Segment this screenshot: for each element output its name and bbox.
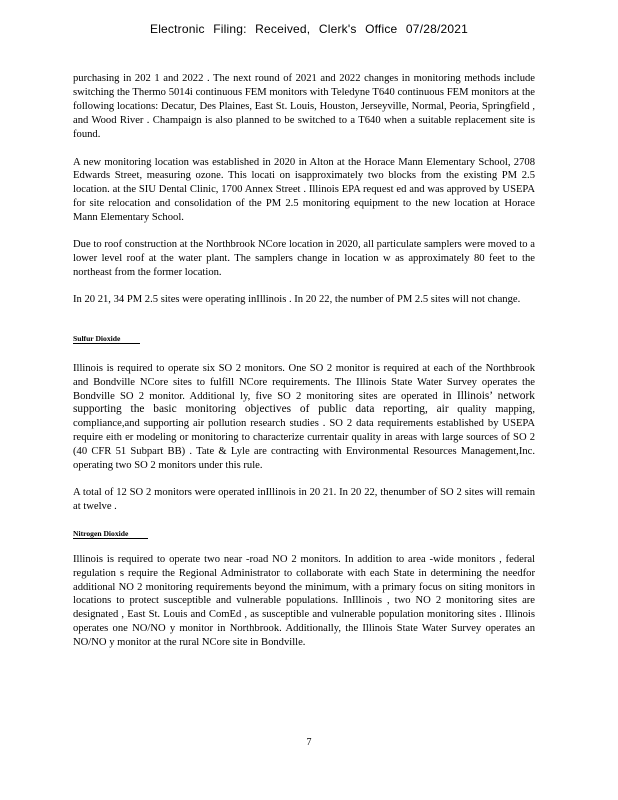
section-heading-nitrogen-dioxide: Nitrogen Dioxide (73, 529, 148, 539)
paragraph-so2-count: A total of 12 SO 2 monitors were operated inIllinois in 20 21. In 20 22, thenumber of SO 2 sites will remain at twelve . (73, 486, 535, 512)
page-number: 7 (306, 737, 312, 748)
paragraph-alton-site: A new monitoring location was established in 2020 in Alton at the Horace Mann Elementary School, 2708 Edwards Street, measuring ozone. This locati on isapproximately two blocks from the existing PM 2.5 location. at the SIU Dental Clinic, 1700 Annex Street . Illinois EPA request ed and was approved by USEPA for site relocation and consolidation of the PM 2.5 monitoring equipment to the new location at Horace Mann Elementary School. (73, 156, 535, 224)
paragraph-so2-requirements (73, 362, 535, 473)
so2-text-b: in Illinois’ network supporting the basic monitoring objectives of public data reporting, air (73, 389, 535, 416)
so2-text-c: quality mapping, compliance,and supporting air pollution research studies . SO 2 data requirements established by USEPA require eith er modeling or monitoring to characterize currentair quality in areas with large sources of SO 2 (40 CFR 51 Subpart BB) . Tate & Lyle are contracting with Environmental Resources Management,Inc. operating two SO 2 monitors under this rule. (73, 404, 535, 472)
electronic-filing-stamp: Electronic Filing: Received, Clerk's Office 07/28/2021 (149, 22, 468, 36)
document-body (73, 72, 535, 663)
paragraph-pm25-methods: purchasing in 202 1 and 2022 . The next round of 2021 and 2022 changes in monitoring methods include switching the Thermo 5014i continuous FEM monitors with Teledyne T640 continuous FEM monitors at the following locations: Decatur, Des Plaines, East St. Louis, Houston, Jerseyville, Normal, Peoria, Springfield , and Wood River . Champaign is also planned to be switched to a T640 when a suitable replacement site is found. (73, 73, 535, 140)
paragraph-no2-requirements: Illinois is required to operate two near -road NO 2 monitors. In addition to area -wide monitors , federal regulation s require the Regional Administrator to collaborate with each State in determining the needfor additional NO 2 monitoring requirements beyond the minimum, with a primary focus on siting monitors in locations to protect susceptible and vulnerable populations. InIllinois , two NO 2 monitoring sites are designated , East St. Louis and ComEd , as susceptible and vulnerable population monitoring sites . Illinois operates one NO/NO y monitor in Northbrook. Additionally, the Illinois State Water Survey operates an NO/NO y monitor at the rural NCore site in Bondville. (73, 553, 535, 649)
paragraph-pm25-count: In 20 21, 34 PM 2.5 sites were operating inIllinois . In 20 22, the number of PM 2.5 sites will not change. (73, 293, 521, 305)
section-heading-sulfur-dioxide: Sulfur Dioxide (73, 334, 140, 344)
paragraph-northbrook-roof: Due to roof construction at the Northbrook NCore location in 2020, all particulate samplers were moved to a lower level roof at the water plant. The samplers change in location w as approximately 80 feet to the northeast from the former location. (73, 239, 535, 278)
so2-text-a: Illinois is required to operate six SO 2 monitors. One SO 2 monitor is required at each of the Northbrook and Bondville NCore sites to fulfill NCore requirements. The Illinois State Water Survey operates the Bondville SO 2 monitor. Additional ly, five SO 2 monitoring sites are operated (73, 362, 535, 402)
